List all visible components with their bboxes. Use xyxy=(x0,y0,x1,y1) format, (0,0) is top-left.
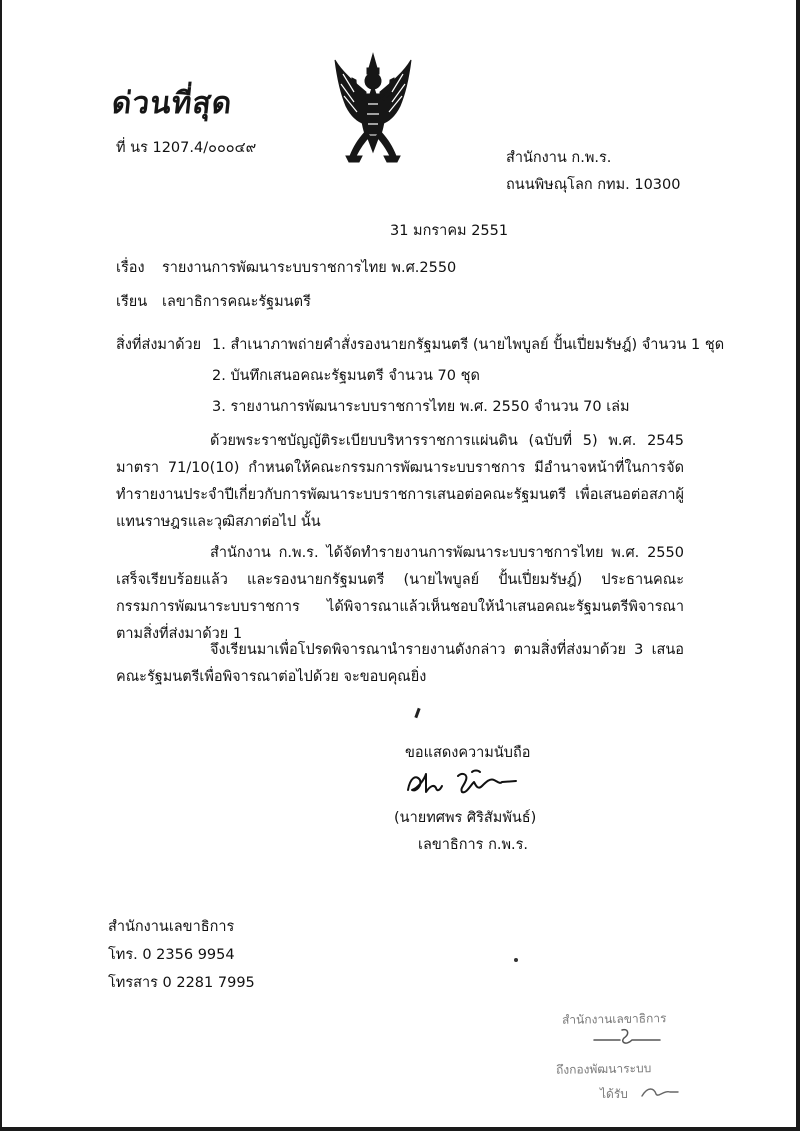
scan-border-right xyxy=(796,0,800,1131)
recipient-text: เลขาธิการคณะรัฐมนตรี xyxy=(162,294,311,310)
enclosure-item-1: 1. สำเนาภาพถ่ายคำสั่งรองนายกรัฐมนตรี (นายไพบูลย์ ปั้นเปี่ยมรัษฎ์) จำนวน 1 ชุด xyxy=(212,337,725,353)
enclosure-item-3: 3. รายงานการพัฒนาระบบราชการไทย พ.ศ. 2550 จำนวน 70 เล่ม xyxy=(212,399,630,415)
office-name: สำนักงาน ก.พ.ร. xyxy=(506,150,612,166)
contact-department: สำนักงานเลขาธิการ xyxy=(108,919,235,935)
receipt-stamp-line2: ถึงกองพัฒนาระบบ xyxy=(555,1061,652,1077)
body-paragraph-1: ด้วยพระราชบัญญัติระเบียบบริหารราชการแผ่นดิน (ฉบับที่ 5) พ.ศ. 2545 มาตรา 71/10(10) กำหนดให้คณะกรรมการพัฒนาระบบราชการ มีอำนาจหน้าที่ในการจัดทำรายงานประจำปีเกี่ยวกับการพัฒนาระบบราชการเสนอต่อคณะรัฐมนตรี เพื่อเสนอต่อสภาผู้แทนราษฎรและวุฒิสภาต่อไป นั้น xyxy=(116,433,684,530)
subject-label: เรื่อง xyxy=(116,260,145,276)
stray-mark xyxy=(414,708,420,718)
receipt-stamp-line3: ได้รับ xyxy=(600,1087,628,1101)
scan-border-left xyxy=(0,0,2,1131)
body-paragraph-3: จึงเรียนมาเพื่อโปรดพิจารณานำรายงานดังกล่าว ตามสิ่งที่ส่งมาด้วย 3 เสนอคณะรัฐมนตรีเพื่อพิจารณาต่อไปด้วย จะขอบคุณยิ่ง xyxy=(116,642,684,685)
receipt-stamp-mark xyxy=(640,1080,680,1102)
document-number: ที่ นร 1207.4/๐๐๐๔๙ xyxy=(116,140,257,156)
contact-fax: โทรสาร 0 2281 7995 xyxy=(108,975,255,991)
enclosure-item-2: 2. บันทึกเสนอคณะรัฐมนตรี จำนวน 70 ชุด xyxy=(212,368,480,384)
enclosures-label: สิ่งที่ส่งมาด้วย xyxy=(116,337,202,353)
document-date: 31 มกราคม 2551 xyxy=(390,223,509,239)
subject-text: รายงานการพัฒนาระบบราชการไทย พ.ศ.2550 xyxy=(162,260,457,276)
urgent-stamp: ด่วนที่สุด xyxy=(110,86,235,121)
garuda-emblem xyxy=(332,52,414,166)
signatory-name: (นายทศพร ศิริสัมพันธ์) xyxy=(394,810,537,826)
office-address: ถนนพิษณุโลก กทม. 10300 xyxy=(506,177,681,193)
stray-dot xyxy=(514,958,518,962)
signatory-title: เลขาธิการ ก.พ.ร. xyxy=(418,837,529,853)
recipient-label: เรียน xyxy=(116,294,148,310)
scan-border-bottom xyxy=(0,1127,800,1131)
signature xyxy=(404,768,534,802)
receipt-stamp-line1: สำนักงานเลขาธิการ xyxy=(561,1011,667,1027)
receipt-stamp-initials xyxy=(592,1024,662,1048)
closing-salutation: ขอแสดงความนับถือ xyxy=(405,745,531,761)
body-paragraph-2: สำนักงาน ก.พ.ร. ได้จัดทำรายงานการพัฒนาระบบราชการไทย พ.ศ. 2550 เสร็จเรียบร้อยแล้ว และรองนายกรัฐมนตรี (นายไพบูลย์ ปั้นเปี่ยมรัษฎ์) ประธานคณะกรรมการพัฒนาระบบราชการ ได้พิจารณาแล้วเห็นชอบให้นำเสนอคณะรัฐมนตรีพิจารณา ตามสิ่งที่ส่งมาด้วย 1 xyxy=(116,545,684,642)
contact-phone: โทร. 0 2356 9954 xyxy=(108,947,235,963)
